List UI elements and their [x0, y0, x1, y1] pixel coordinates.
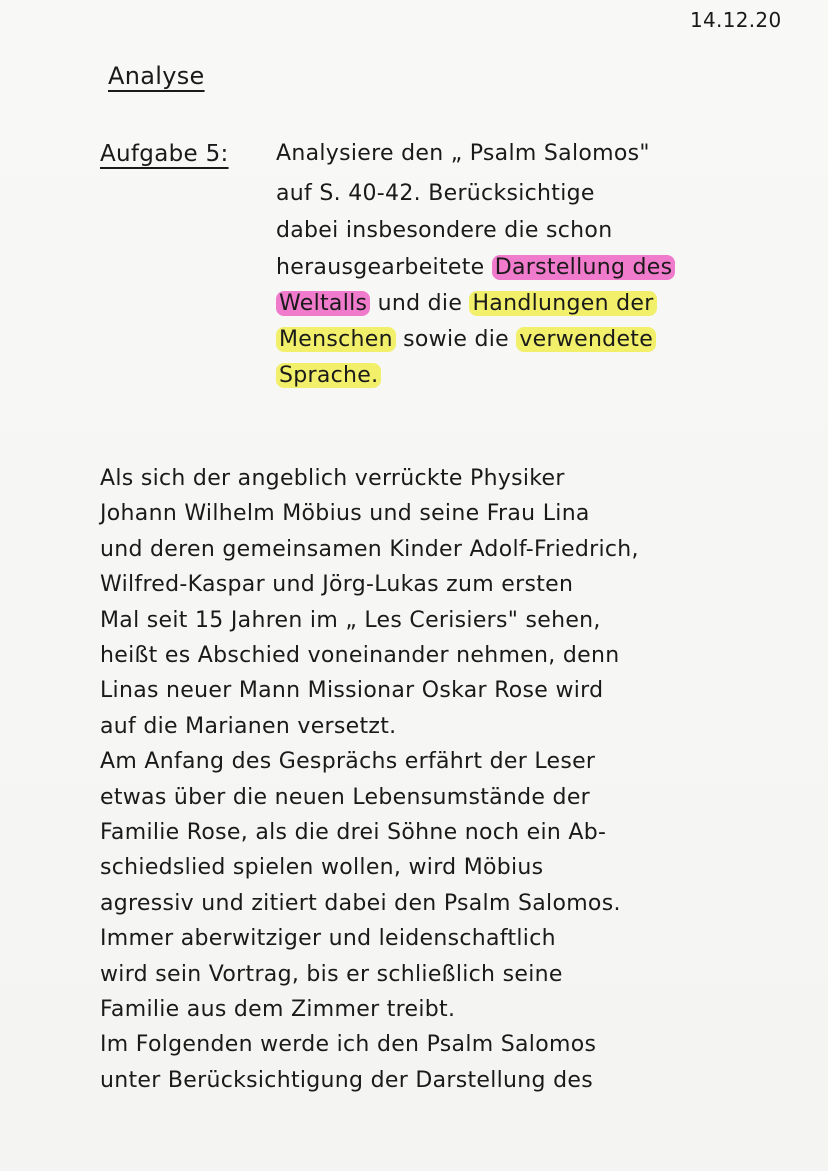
body-line: etwas über die neuen Lebensumstände der [100, 785, 591, 810]
body-line: Familie aus dem Zimmer treibt. [100, 997, 456, 1022]
body-line: Immer aberwitziger und leidenschaftlich [100, 926, 556, 951]
task-line [276, 254, 675, 282]
task-line [276, 217, 612, 245]
body-line: Linas neuer Mann Missionar Oskar Rose wird [100, 678, 604, 703]
task-text-segment: sowie die [395, 327, 517, 352]
body-line: heißt es Abschied voneinander nehmen, denn [100, 643, 620, 668]
highlight-yellow: Menschen [276, 327, 396, 352]
task-label: Aufgabe 5: [100, 141, 229, 167]
task-line [276, 362, 381, 390]
highlight-yellow: Sprache. [276, 363, 381, 388]
task-text-segment: Analysiere den „ Psalm Salomos" [276, 141, 650, 166]
body-line: auf die Marianen versetzt. [100, 714, 397, 739]
task-text-segment: und die [370, 291, 470, 316]
task-text-segment: auf S. 40-42. Berücksichtige [276, 181, 595, 206]
highlight-pink: Weltalls [276, 291, 370, 316]
body-line: agressiv und zitiert dabei den Psalm Salomos. [100, 891, 621, 916]
body-line: Familie Rose, als die drei Söhne noch ein Ab- [100, 820, 607, 845]
body-line: wird sein Vortrag, bis er schließlich seine [100, 962, 563, 987]
body-line: Am Anfang des Gesprächs erfährt der Leser [100, 749, 596, 774]
body-line: unter Berücksichtigung der Darstellung des [100, 1068, 593, 1093]
task-line [276, 140, 650, 168]
task-text-segment: dabei insbesondere die schon [276, 218, 613, 243]
task-line [276, 326, 656, 354]
body-line: Mal seit 15 Jahren im „ Les Cerisiers" sehen, [100, 608, 601, 633]
body-line: Johann Wilhelm Möbius und seine Frau Lina [100, 501, 590, 526]
body-line: Im Folgenden werde ich den Psalm Salomos [100, 1032, 597, 1057]
highlight-pink: Darstellung des [492, 255, 676, 280]
body-line: Wilfred-Kaspar und Jörg-Lukas zum ersten [100, 572, 574, 597]
highlight-yellow: verwendete [516, 327, 656, 352]
highlight-yellow: Handlungen der [469, 291, 656, 316]
heading: Analyse [108, 62, 205, 90]
task-text-segment: herausgearbeitete [276, 255, 492, 280]
task-line [276, 290, 657, 318]
body-line: Als sich der angeblich verrückte Physiker [100, 466, 565, 491]
date: 14.12.20 [690, 8, 782, 32]
body-line: schiedslied spielen wollen, wird Möbius [100, 855, 544, 880]
task-line [276, 180, 595, 208]
body-line: und deren gemeinsamen Kinder Adolf-Friedrich, [100, 537, 639, 562]
